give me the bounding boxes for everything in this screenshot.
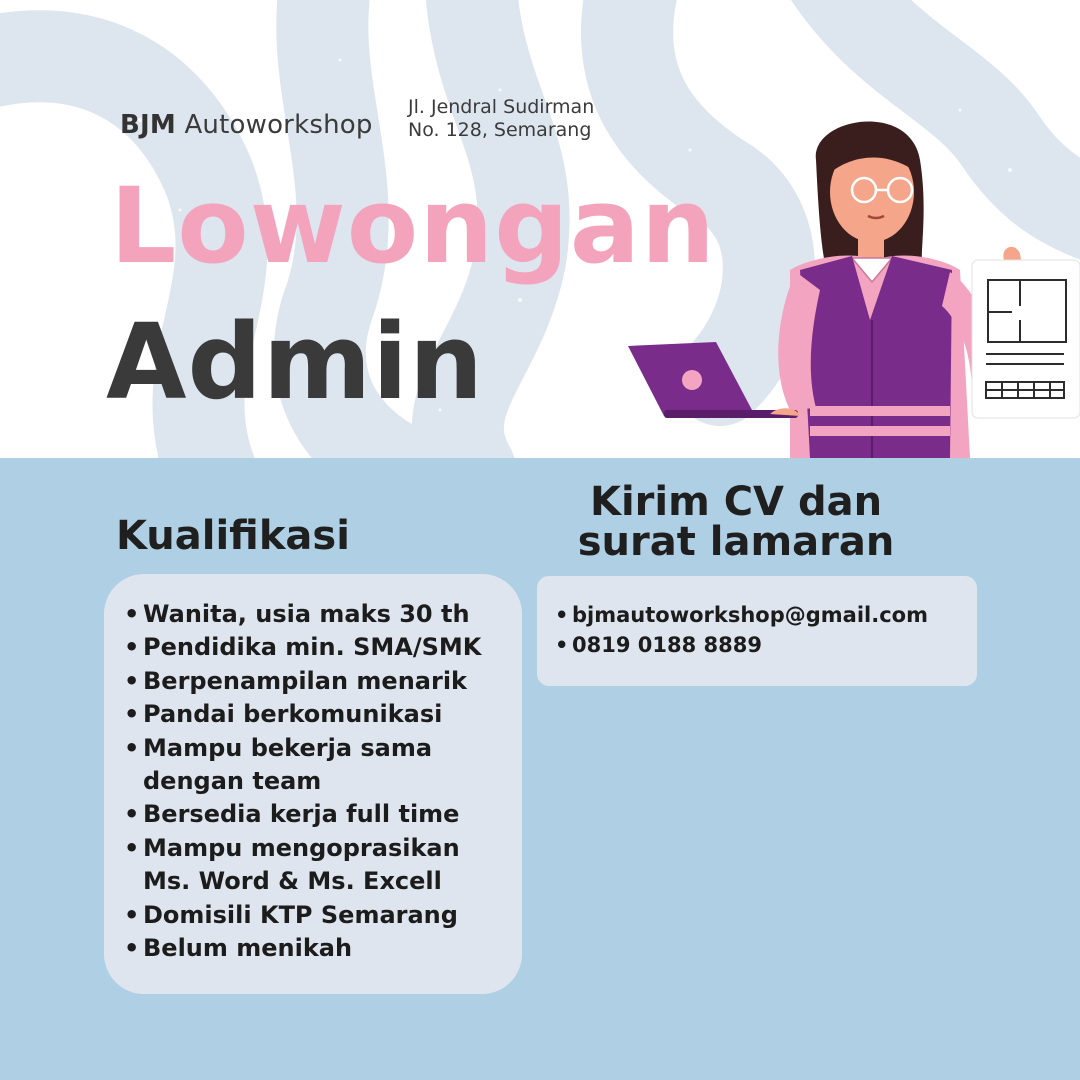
brand-rest: Autoworkshop — [184, 110, 373, 140]
list-item: • Mampu bekerja sama dengan team — [124, 732, 522, 799]
list-item: • Wanita, usia maks 30 th — [124, 598, 522, 631]
list-item: • Pendidika min. SMA/SMK — [124, 631, 522, 664]
list-item: • Mampu mengoprasikan Ms. Word & Ms. Excell — [124, 832, 522, 899]
list-item: • Bersedia kerja full time — [124, 798, 522, 831]
list-item: • Domisili KTP Semarang — [124, 899, 522, 932]
list-item: • Belum menikah — [124, 932, 522, 965]
title-lowongan: Lowongan — [110, 165, 716, 287]
woman-with-laptop-illustration-icon — [620, 120, 1080, 458]
address-line-1: Jl. Jendral Sudirman — [408, 96, 595, 118]
list-item: • Berpenampilan menarik — [124, 665, 522, 698]
contact-list — [555, 600, 977, 660]
contact-card — [537, 576, 977, 686]
brand-bold: BJM — [120, 110, 176, 140]
title-admin: Admin — [106, 301, 484, 423]
apply-heading — [536, 479, 936, 565]
contact-email[interactable]: • bjmautoworkshop@gmail.com — [555, 600, 977, 630]
contact-phone[interactable]: • 0819 0188 8889 — [555, 630, 977, 660]
address-line-2: No. 128, Semarang — [408, 119, 592, 141]
qualifications-list — [124, 598, 522, 965]
apply-heading-line-2: surat lamaran — [577, 519, 895, 565]
brand-name — [120, 110, 373, 140]
apply-heading-line-1: Kirim CV dan — [589, 479, 883, 525]
list-item: • Pandai berkomunikasi — [124, 698, 522, 731]
qualifications-card — [104, 574, 522, 994]
qualifications-heading: Kualifikasi — [116, 513, 350, 559]
address — [408, 96, 594, 142]
